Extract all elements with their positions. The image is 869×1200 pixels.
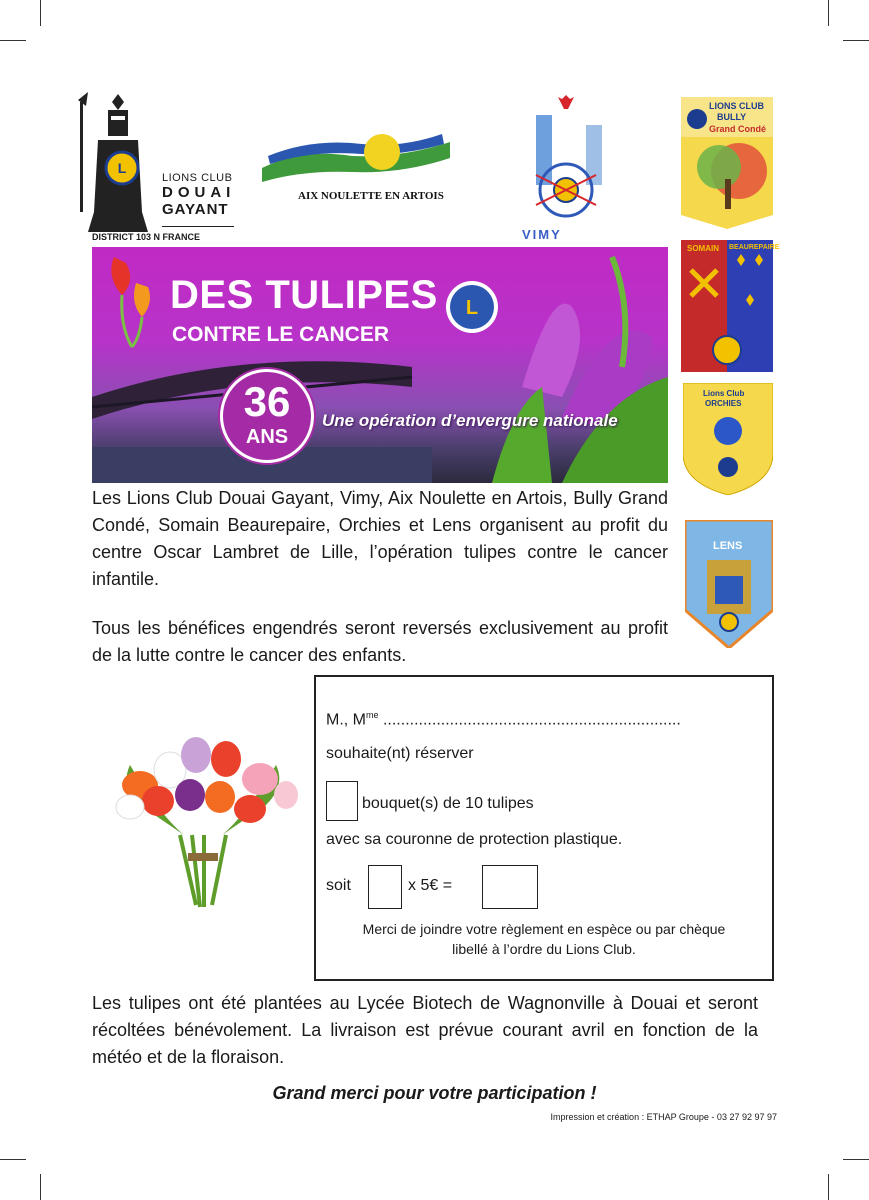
bouquet-icon: [100, 725, 306, 910]
somain-crest-icon: [681, 240, 773, 372]
banner-somain: [681, 240, 780, 372]
somain-line2: BEAUREPAIRE: [729, 244, 780, 251]
banner-bully: [681, 97, 773, 229]
bully-line2: BULLY: [717, 112, 747, 122]
orchies-line1: Lions Club: [703, 389, 745, 398]
landscape-icon: [262, 128, 450, 188]
logo-douai-gayant: [78, 92, 238, 242]
crop-mark: [843, 1159, 869, 1160]
intro-paragraph: Les Lions Club Douai Gayant, Vimy, Aix Noulette en Artois, Bully Grand Condé, Somain Beaurepaire, Orchies et Lens organisent au profit du centre Oscar Lambret de Lille, l’opération tulipes contre le cancer infantile.: [92, 488, 668, 589]
svg-text:L: L: [465, 297, 479, 319]
name-dots[interactable]: ...................................................................: [382, 711, 681, 729]
bouquet-label: bouquet(s) de 10 tulipes: [362, 795, 534, 812]
logo-aix-noulette: [262, 128, 450, 212]
multiplier-box[interactable]: [368, 865, 402, 909]
banner-orchies: [683, 383, 775, 495]
douai-text-block: [162, 172, 235, 218]
crop-mark: [40, 0, 41, 26]
payment-note-line2: libellé à l’ordre du Lions Club.: [452, 941, 636, 957]
bouquet-quantity-box[interactable]: [326, 781, 358, 821]
somain-line1: SOMAIN: [687, 244, 719, 253]
aix-name: AIX NOULETTE EN ARTOIS: [298, 190, 444, 202]
years-badge: [220, 369, 314, 463]
hero-tagline: Une opération d’envergure nationale: [322, 411, 618, 430]
crop-mark: [0, 1159, 26, 1160]
total-box[interactable]: [482, 865, 538, 909]
soit-label: soit: [326, 877, 351, 894]
hero-title: DES TULIPES: [170, 273, 438, 317]
douai-line2: DOUAI: [162, 184, 236, 201]
footer-paragraph: Les tulipes ont été plantées au Lycée Biotech de Wagnonville à Douai et seront récoltées bénévolement. La livraison est prévue courant avril en fonction de la météo et de la floraison.: [92, 993, 758, 1067]
svg-text:L: L: [117, 160, 127, 176]
reserve-label: souhaite(nt) réserver: [326, 745, 474, 762]
price-label: x 5€ =: [408, 877, 453, 894]
bully-line3: Grand Condé: [709, 124, 767, 134]
crown-label: avec sa couronne de protection plastique.: [326, 831, 623, 848]
name-prefix: M., M: [326, 711, 366, 729]
bully-line1: LIONS CLUB: [709, 101, 764, 111]
years-number: 36: [243, 378, 291, 425]
orchies-line2: ORCHIES: [705, 399, 742, 408]
divider: [162, 226, 234, 227]
tulip-bouquet-image: [100, 725, 306, 910]
douai-district: DISTRICT 103 N FRANCE: [92, 232, 201, 242]
years-label: ANS: [245, 426, 289, 448]
hero-banner: [92, 247, 668, 483]
print-credit: Impression et création : ETHAP Groupe - 03 27 92 97 97: [550, 1112, 777, 1122]
name-field-label: [326, 710, 681, 729]
logo-vimy: [506, 95, 630, 245]
benefits-paragraph: Tous les bénéfices engendrés seront reversés exclusivement au profit de la lutte contre le cancer des enfants.: [92, 618, 668, 665]
knight-icon: [78, 92, 158, 232]
crop-mark: [828, 1174, 829, 1200]
crop-mark: [0, 40, 26, 41]
vimy-memorial-icon: [506, 95, 630, 225]
crop-mark: [843, 40, 869, 41]
douai-line3: GAYANT: [162, 201, 229, 218]
lens-line1: LENS: [713, 540, 743, 552]
name-sup: me: [366, 710, 379, 720]
payment-note-line1: Merci de joindre votre règlement en espèce ou par chèque: [362, 921, 726, 937]
douai-line1: LIONS CLUB: [162, 172, 233, 184]
order-form: [314, 675, 774, 981]
banner-lens: [685, 520, 777, 648]
hero-subtitle: CONTRE LE CANCER: [172, 323, 390, 346]
crop-mark: [40, 1174, 41, 1200]
crop-mark: [828, 0, 829, 26]
vimy-title: VIMY: [522, 227, 562, 242]
thanks-text: Grand merci pour votre participation !: [272, 1083, 597, 1103]
